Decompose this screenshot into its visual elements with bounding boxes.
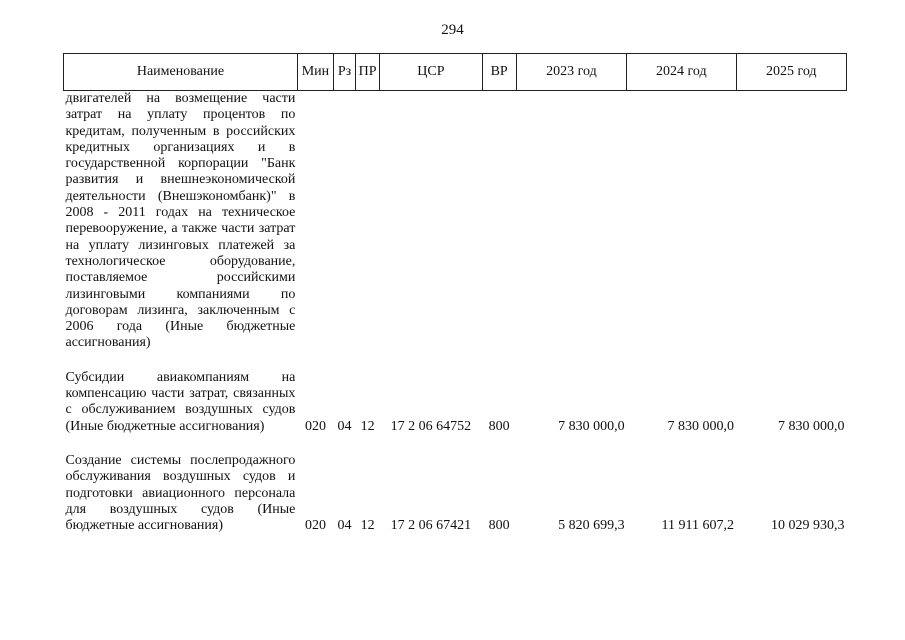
header-2023: 2023 год — [516, 54, 626, 91]
row-vr: 800 — [488, 418, 510, 434]
row-csr: 17 2 06 64752 — [390, 418, 472, 434]
header-vr: ВР — [482, 54, 516, 91]
row-name: Создание системы послепродажного обслуживания воздушных судов и подготовки авиационного персонала для воздушных судов (Иные бюджетные ассигнования) — [65, 452, 296, 534]
table-row — [64, 370, 847, 435]
row-2024: 11 911 607,2 — [661, 518, 735, 534]
header-rz: Рз — [334, 54, 356, 91]
row-csr — [380, 91, 482, 352]
header-2024: 2024 год — [627, 54, 736, 91]
row-name: двигателей на возмещение части затрат на уплату процентов по кредитам, полученным в российских кредитных организациях и в государственной корпорации "Банк развития и внешнеэкономической деятельности (Внешэкономбанк)" в 2008 - 2011 годах на техническое перевооружение, а также части затрат на уплату лизинговых платежей за технологическое оборудование, поставляемое российскими лизинговыми компаниями по договорам лизинга, заключенным с 2006 года (Иные бюджетные ассигнования) — [65, 91, 296, 351]
header-csr: ЦСР — [380, 54, 482, 91]
row-pr: 12 — [360, 418, 375, 434]
row-rz — [334, 91, 356, 352]
budget-table — [63, 53, 847, 534]
table-row — [64, 91, 847, 352]
row-pr: 12 — [360, 518, 375, 534]
page-number: 294 — [441, 22, 464, 38]
row-spacer — [64, 352, 847, 370]
row-2025: 10 029 930,3 — [771, 518, 845, 534]
row-vr: 800 — [488, 518, 510, 534]
header-name: Наименование — [64, 54, 298, 91]
row-2023 — [516, 91, 626, 352]
table-header-row — [64, 54, 847, 91]
row-spacer — [64, 435, 847, 453]
row-name: Субсидии авиакомпаниям на компенсацию части затрат, связанных с обслуживанием воздушных судов (Иные бюджетные ассигнования) — [65, 369, 296, 434]
header-2025: 2025 год — [736, 54, 846, 91]
row-2025 — [736, 91, 846, 352]
row-min — [297, 91, 333, 352]
row-2023: 7 830 000,0 — [558, 418, 625, 434]
table-row — [64, 453, 847, 534]
row-vr — [482, 91, 516, 352]
row-csr: 17 2 06 67421 — [390, 518, 472, 534]
row-2025: 7 830 000,0 — [778, 418, 845, 434]
row-rz: 04 — [337, 418, 352, 434]
row-min: 020 — [304, 518, 326, 534]
header-pr: ПР — [356, 54, 380, 91]
row-rz: 04 — [337, 518, 352, 534]
header-min: Мин — [297, 54, 333, 91]
row-2024 — [627, 91, 736, 352]
row-2023: 5 820 699,3 — [558, 518, 625, 534]
row-pr — [356, 91, 380, 352]
row-2024: 7 830 000,0 — [667, 418, 735, 434]
row-min: 020 — [304, 418, 326, 434]
